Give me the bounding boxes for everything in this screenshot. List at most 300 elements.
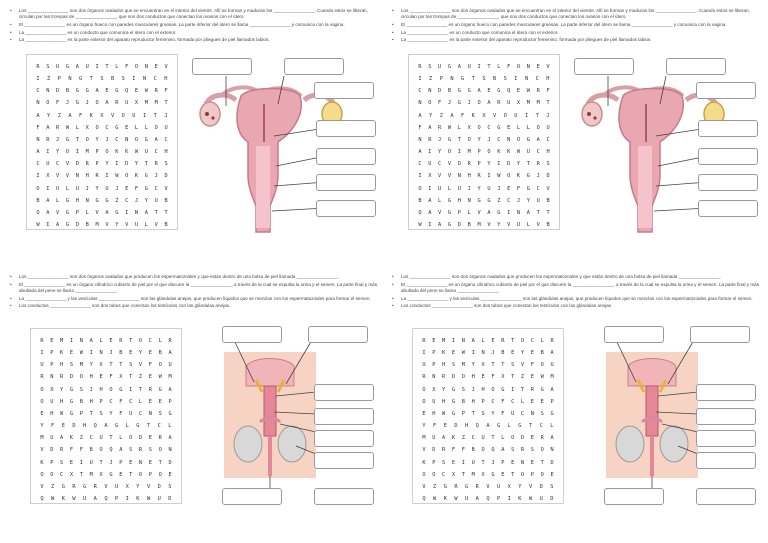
word-search-letter[interactable]: S — [121, 75, 125, 82]
word-search-letter[interactable]: X — [481, 471, 485, 478]
word-search-letter[interactable]: I — [428, 149, 432, 156]
word-search-letter[interactable]: L — [507, 423, 511, 430]
word-search-letter[interactable]: A — [457, 63, 461, 70]
word-search-letter[interactable]: P — [432, 349, 436, 356]
word-search-letter[interactable]: X — [85, 124, 89, 131]
word-search-letter[interactable]: S — [164, 161, 168, 168]
word-search-letter[interactable]: W — [79, 349, 83, 356]
label-box[interactable] — [316, 120, 376, 137]
word-search-letter[interactable]: G — [447, 197, 452, 204]
word-search-letter[interactable]: R — [442, 374, 446, 381]
word-search-letter[interactable]: H — [465, 423, 469, 430]
word-search-letter[interactable]: D — [539, 484, 543, 490]
word-search-letter[interactable]: I — [105, 173, 109, 180]
word-search-letter[interactable]: L — [481, 337, 485, 344]
word-search-letter[interactable]: P — [501, 459, 505, 466]
word-search-letter[interactable]: V — [422, 484, 426, 490]
word-search-letter[interactable]: H — [481, 386, 485, 393]
word-search-letter[interactable]: V — [422, 447, 426, 454]
word-search-grid[interactable] — [408, 54, 560, 230]
word-search-letter[interactable]: I — [46, 185, 50, 192]
word-search-letter[interactable]: R — [520, 447, 525, 454]
word-search-letter[interactable]: S — [482, 75, 486, 82]
word-search-letter[interactable]: B — [492, 75, 497, 82]
word-search-letter[interactable]: B — [119, 349, 123, 356]
word-search-letter[interactable]: D — [438, 88, 442, 95]
word-search-letter[interactable]: Y — [115, 222, 119, 229]
word-search-letter[interactable]: P — [95, 161, 99, 168]
word-search-letter[interactable]: T — [146, 423, 151, 430]
word-search-letter[interactable]: B — [546, 197, 550, 204]
word-search-letter[interactable]: E — [530, 435, 534, 442]
word-search-letter[interactable]: G — [451, 386, 456, 393]
word-search-letter[interactable]: T — [164, 100, 168, 107]
word-search-letter[interactable]: J — [115, 185, 119, 192]
word-search-letter[interactable]: K — [451, 435, 456, 442]
word-search-letter[interactable]: P — [50, 362, 54, 369]
word-search-letter[interactable]: U — [157, 496, 161, 503]
word-search-letter[interactable]: O — [158, 471, 162, 478]
word-search-letter[interactable]: T — [461, 471, 465, 478]
word-search-letter[interactable]: C — [138, 410, 143, 417]
word-search-letter[interactable]: W — [433, 496, 437, 503]
label-box[interactable] — [698, 174, 758, 191]
word-search-letter[interactable]: R — [56, 124, 60, 131]
word-search-letter[interactable]: O — [129, 435, 133, 442]
word-search-letter[interactable]: F — [79, 112, 83, 119]
word-search-letter[interactable]: E — [129, 349, 133, 356]
word-search-letter[interactable]: F — [69, 447, 74, 454]
word-search-letter[interactable]: E — [134, 88, 139, 95]
word-search-letter[interactable]: Y — [442, 386, 446, 393]
word-search-letter[interactable]: Q — [418, 210, 422, 216]
word-search-letter[interactable]: W — [418, 222, 422, 229]
word-search-letter[interactable]: H — [546, 75, 550, 82]
word-search-letter[interactable]: L — [467, 210, 471, 216]
word-search-letter[interactable]: E — [491, 337, 495, 344]
word-search-letter[interactable]: T — [457, 136, 461, 143]
word-search-letter[interactable]: I — [95, 63, 99, 70]
label-box[interactable] — [314, 384, 374, 401]
word-search-letter[interactable]: T — [535, 112, 539, 119]
word-search-letter[interactable]: R — [530, 386, 534, 393]
word-search-letter[interactable]: B — [65, 88, 70, 95]
word-search-letter[interactable]: E — [158, 398, 162, 405]
word-search-letter[interactable]: O — [121, 112, 125, 119]
label-box[interactable] — [314, 430, 374, 447]
word-search-letter[interactable]: V — [164, 185, 168, 192]
word-search-letter[interactable]: H — [50, 410, 54, 417]
word-search-letter[interactable]: R — [46, 136, 50, 143]
word-search-letter[interactable]: N — [50, 374, 54, 381]
word-search-letter[interactable]: A — [95, 88, 99, 95]
word-search-letter[interactable]: T — [89, 410, 93, 417]
label-box[interactable] — [666, 58, 726, 75]
word-search-letter[interactable]: Q — [475, 423, 479, 430]
word-search-letter[interactable]: O — [536, 124, 540, 131]
word-search-letter[interactable]: T — [546, 210, 550, 216]
word-search-letter[interactable]: C — [115, 136, 119, 143]
word-search-letter[interactable]: G — [447, 63, 452, 70]
word-search-letter[interactable]: M — [536, 100, 540, 107]
word-search-letter[interactable]: K — [61, 496, 65, 503]
word-search-letter[interactable]: E — [422, 410, 426, 417]
word-search-letter[interactable]: J — [438, 136, 442, 143]
word-search-letter[interactable]: K — [89, 112, 93, 119]
word-search-letter[interactable]: V — [528, 484, 533, 490]
label-box[interactable] — [696, 384, 756, 401]
word-search-letter[interactable]: D — [451, 374, 456, 381]
word-search-letter[interactable]: I — [428, 185, 432, 192]
word-search-letter[interactable]: G — [540, 386, 544, 393]
word-search-letter[interactable]: R — [536, 88, 540, 95]
word-search-letter[interactable]: U — [114, 484, 119, 490]
word-search-letter[interactable]: O — [65, 149, 70, 156]
word-search-letter[interactable]: E — [432, 337, 436, 344]
word-search-letter[interactable]: U — [164, 124, 168, 131]
word-search-letter[interactable]: G — [95, 197, 99, 204]
word-search-letter[interactable]: M — [85, 149, 89, 156]
word-search-letter[interactable]: M — [461, 362, 465, 369]
word-search-letter[interactable]: J — [89, 386, 93, 393]
word-search-letter[interactable]: C — [535, 75, 539, 82]
word-search-letter[interactable]: C — [36, 88, 40, 95]
word-search-letter[interactable]: O — [138, 337, 143, 344]
word-search-letter[interactable]: A — [154, 136, 158, 143]
label-box[interactable] — [314, 82, 374, 99]
word-search-letter[interactable]: M — [154, 100, 158, 107]
word-search-letter[interactable]: Y — [105, 161, 109, 168]
word-search-letter[interactable]: O — [491, 386, 495, 393]
word-search-letter[interactable]: B — [85, 222, 89, 229]
word-search-letter[interactable]: G — [477, 197, 481, 204]
word-search-letter[interactable]: Z — [51, 484, 55, 490]
word-search-letter[interactable]: A — [450, 112, 454, 119]
word-search-letter[interactable]: C — [60, 471, 64, 478]
word-search-letter[interactable]: A — [418, 149, 422, 156]
word-search-letter[interactable]: F — [461, 112, 465, 119]
word-search-letter[interactable]: T — [491, 435, 495, 442]
word-search-letter[interactable]: M — [471, 471, 475, 478]
word-search-letter[interactable]: M — [60, 337, 64, 344]
word-search-letter[interactable]: O — [516, 136, 521, 143]
word-search-letter[interactable]: I — [125, 496, 129, 503]
word-search-letter[interactable]: G — [65, 197, 70, 204]
word-search-letter[interactable]: O — [40, 471, 44, 478]
word-search-letter[interactable]: R — [477, 173, 481, 180]
word-search-letter[interactable]: P — [496, 496, 501, 503]
word-search-letter[interactable]: F — [451, 447, 456, 454]
word-search-letter[interactable]: F — [501, 410, 505, 417]
word-search-letter[interactable]: W — [528, 496, 533, 503]
word-search-letter[interactable]: A — [526, 210, 530, 216]
word-search-letter[interactable]: M — [467, 149, 471, 156]
word-search-letter[interactable]: U — [89, 459, 93, 466]
word-search-letter[interactable]: L — [438, 197, 442, 204]
word-search-letter[interactable]: G — [526, 136, 530, 143]
word-search-letter[interactable]: U — [46, 161, 50, 168]
word-search-letter[interactable]: Z — [138, 374, 143, 381]
word-search-letter[interactable]: V — [65, 161, 70, 168]
word-search-letter[interactable]: O — [481, 447, 485, 454]
word-search-letter[interactable]: K — [115, 149, 119, 156]
word-search-letter[interactable]: V — [110, 112, 115, 119]
word-search-letter[interactable]: G — [69, 398, 74, 405]
word-search-letter[interactable]: R — [115, 100, 119, 107]
word-search-letter[interactable]: M — [442, 337, 446, 344]
word-search-letter[interactable]: P — [119, 459, 123, 466]
word-search-letter[interactable]: M — [40, 435, 44, 442]
label-box[interactable] — [698, 120, 758, 137]
word-search-letter[interactable]: M — [89, 471, 93, 478]
word-search-letter[interactable]: X — [451, 471, 456, 478]
word-search-letter[interactable]: A — [36, 149, 40, 156]
word-search-letter[interactable]: O — [46, 100, 50, 107]
word-search-letter[interactable]: E — [148, 349, 152, 356]
word-search-letter[interactable]: R — [442, 447, 446, 454]
word-search-letter[interactable]: R — [536, 161, 540, 168]
word-search-letter[interactable]: E — [530, 374, 534, 381]
word-search-letter[interactable]: C — [418, 88, 422, 95]
word-search-letter[interactable]: Z — [57, 112, 61, 119]
word-search-letter[interactable]: C — [471, 435, 475, 442]
label-box[interactable] — [284, 58, 344, 75]
word-search-letter[interactable]: E — [109, 337, 113, 344]
word-search-letter[interactable]: C — [546, 136, 550, 143]
word-search-letter[interactable]: F — [461, 447, 465, 454]
word-search-letter[interactable]: L — [516, 124, 521, 131]
word-search-letter[interactable]: U — [550, 362, 554, 369]
word-search-letter[interactable]: M — [477, 222, 481, 229]
word-search-letter[interactable]: I — [75, 149, 79, 156]
word-search-letter[interactable]: H — [467, 173, 471, 180]
word-search-letter[interactable]: Y — [134, 161, 139, 168]
word-search-letter[interactable]: S — [540, 410, 544, 417]
word-search-letter[interactable]: L — [85, 210, 89, 216]
word-search-letter[interactable]: A — [89, 337, 93, 344]
word-search-letter[interactable]: P — [50, 459, 54, 466]
word-search-letter[interactable]: G — [457, 88, 461, 95]
word-search-letter[interactable]: O — [158, 362, 162, 369]
word-search-letter[interactable]: P — [99, 398, 103, 405]
word-search-letter[interactable]: R — [501, 337, 505, 344]
word-search-letter[interactable]: J — [471, 386, 475, 393]
word-search-letter[interactable]: E — [148, 398, 152, 405]
word-search-letter[interactable]: I — [497, 161, 501, 168]
word-search-letter[interactable]: O — [418, 185, 422, 192]
word-search-letter[interactable]: G — [467, 88, 471, 95]
word-search-letter[interactable]: V — [447, 161, 452, 168]
word-search-letter[interactable]: A — [36, 112, 40, 119]
word-search-letter[interactable]: U — [471, 459, 475, 466]
word-search-letter[interactable]: N — [526, 63, 530, 70]
word-search-letter[interactable]: W — [60, 410, 64, 417]
word-search-letter[interactable]: O — [50, 471, 54, 478]
word-search-letter[interactable]: O — [467, 136, 471, 143]
word-search-letter[interactable]: E — [99, 374, 103, 381]
word-search-letter[interactable]: L — [144, 124, 148, 131]
word-search-letter[interactable]: F — [134, 185, 139, 192]
word-search-letter[interactable]: P — [50, 349, 54, 356]
word-search-letter[interactable]: G — [457, 100, 461, 107]
word-search-letter[interactable]: F — [125, 63, 129, 70]
word-search-letter[interactable]: J — [85, 185, 89, 192]
word-search-letter[interactable]: R — [467, 161, 471, 168]
word-search-letter[interactable]: B — [471, 447, 475, 454]
word-search-letter[interactable]: S — [461, 386, 465, 393]
word-search-letter[interactable]: B — [164, 222, 168, 229]
word-search-letter[interactable]: C — [487, 124, 491, 131]
word-search-letter[interactable]: V — [477, 210, 481, 216]
word-search-letter[interactable]: X — [481, 362, 485, 369]
word-search-letter[interactable]: N — [142, 75, 147, 82]
word-search-letter[interactable]: X — [100, 112, 104, 119]
word-search-letter[interactable]: T — [129, 471, 133, 478]
word-search-letter[interactable]: U — [85, 63, 89, 70]
word-search-letter[interactable]: G — [550, 410, 554, 417]
word-search-letter[interactable]: O — [540, 447, 544, 454]
word-search-letter[interactable]: O — [503, 112, 507, 119]
word-search-letter[interactable]: O — [477, 124, 481, 131]
word-search-letter[interactable]: N — [46, 88, 50, 95]
word-search-letter[interactable]: N — [530, 410, 534, 417]
word-search-letter[interactable]: L — [125, 423, 129, 430]
word-search-letter[interactable]: O — [422, 386, 426, 393]
word-search-letter[interactable]: V — [65, 173, 70, 180]
label-box[interactable] — [696, 488, 756, 505]
word-search-letter[interactable]: U — [467, 63, 471, 70]
word-search-letter[interactable]: X — [50, 386, 54, 393]
word-search-letter[interactable]: W — [540, 374, 544, 381]
word-search-letter[interactable]: G — [447, 222, 452, 229]
word-search-letter[interactable]: T — [99, 459, 103, 466]
word-search-letter[interactable]: S — [79, 386, 83, 393]
word-search-letter[interactable]: E — [511, 349, 515, 356]
word-search-letter[interactable]: N — [450, 75, 454, 82]
word-search-letter[interactable]: E — [129, 459, 133, 466]
word-search-letter[interactable]: S — [168, 484, 172, 490]
word-search-letter[interactable]: S — [158, 410, 162, 417]
word-search-letter[interactable]: X — [507, 484, 511, 490]
word-search-letter[interactable]: O — [520, 337, 525, 344]
word-search-letter[interactable]: E — [168, 471, 172, 478]
word-search-letter[interactable]: D — [507, 161, 511, 168]
word-search-letter[interactable]: V — [104, 484, 108, 490]
word-search-letter[interactable]: M — [144, 100, 148, 107]
word-search-letter[interactable]: V — [40, 447, 44, 454]
word-search-letter[interactable]: P — [79, 410, 83, 417]
word-search-letter[interactable]: Y — [497, 222, 501, 229]
word-search-letter[interactable]: A — [477, 88, 481, 95]
word-search-letter[interactable]: N — [138, 459, 143, 466]
word-search-letter[interactable]: T — [138, 386, 143, 393]
word-search-letter[interactable]: Y — [438, 149, 442, 156]
word-search-letter[interactable]: Y — [471, 362, 475, 369]
word-search-letter[interactable]: C — [164, 136, 168, 143]
word-search-letter[interactable]: Y — [518, 484, 522, 490]
word-search-letter[interactable]: L — [526, 222, 530, 229]
word-search-letter[interactable]: L — [550, 423, 554, 430]
word-search-letter[interactable]: J — [546, 112, 550, 119]
word-search-letter[interactable]: R — [475, 484, 479, 490]
word-search-letter[interactable]: F — [433, 423, 437, 430]
word-search-letter[interactable]: U — [154, 197, 158, 204]
word-search-letter[interactable]: G — [447, 210, 452, 216]
word-search-letter[interactable]: I — [461, 459, 465, 466]
word-search-letter[interactable]: H — [83, 423, 87, 430]
word-search-letter[interactable]: T — [154, 210, 158, 216]
word-search-letter[interactable]: D — [520, 435, 525, 442]
word-search-letter[interactable]: F — [516, 185, 521, 192]
word-search-letter[interactable]: S — [503, 75, 507, 82]
word-search-letter[interactable]: P — [57, 75, 61, 82]
word-search-letter[interactable]: T — [109, 362, 113, 369]
word-search-letter[interactable]: K — [136, 496, 140, 503]
word-search-letter[interactable]: S — [451, 362, 456, 369]
word-search-letter[interactable]: V — [154, 222, 158, 229]
word-search-letter[interactable]: C — [511, 398, 515, 405]
word-search-letter[interactable]: O — [138, 471, 143, 478]
label-box[interactable] — [698, 200, 758, 217]
word-search-letter[interactable]: F — [530, 362, 534, 369]
word-search-letter[interactable]: V — [520, 362, 525, 369]
word-search-letter[interactable]: V — [56, 210, 60, 216]
word-search-letter[interactable]: I — [451, 337, 456, 344]
word-search-letter[interactable]: E — [148, 435, 152, 442]
word-search-letter[interactable]: G — [83, 484, 87, 490]
label-box[interactable] — [696, 452, 756, 469]
word-search-letter[interactable]: Q — [422, 496, 426, 503]
word-search-letter[interactable]: O — [134, 136, 139, 143]
word-search-letter[interactable]: T — [119, 362, 123, 369]
word-search-letter[interactable]: Z — [429, 75, 433, 82]
word-search-letter[interactable]: N — [134, 210, 139, 216]
word-search-letter[interactable]: O — [40, 398, 44, 405]
word-search-letter[interactable]: E — [507, 185, 511, 192]
word-search-letter[interactable]: H — [89, 374, 93, 381]
label-box[interactable] — [690, 326, 750, 343]
word-search-letter[interactable]: X — [467, 124, 471, 131]
word-search-letter[interactable]: G — [168, 410, 172, 417]
word-search-letter[interactable]: E — [550, 471, 554, 478]
word-search-letter[interactable]: K — [443, 496, 447, 503]
word-search-letter[interactable]: Y — [40, 423, 44, 430]
word-search-letter[interactable]: W — [158, 374, 162, 381]
word-search-letter[interactable]: R — [422, 337, 426, 344]
word-search-letter[interactable]: O — [540, 471, 544, 478]
word-search-letter[interactable]: B — [164, 197, 168, 204]
word-search-letter[interactable]: C — [125, 197, 129, 204]
word-search-letter[interactable]: W — [454, 496, 458, 503]
word-search-letter[interactable]: N — [79, 337, 83, 344]
word-search-letter[interactable]: R — [497, 100, 501, 107]
word-search-letter[interactable]: T — [511, 471, 515, 478]
word-search-letter[interactable]: Z — [497, 197, 501, 204]
word-search-letter[interactable]: R — [148, 386, 152, 393]
word-search-letter[interactable]: S — [428, 63, 432, 70]
word-search-letter[interactable]: K — [422, 459, 426, 466]
word-search-letter[interactable]: T — [471, 75, 475, 82]
word-search-letter[interactable]: A — [501, 447, 505, 454]
word-search-letter[interactable]: H — [457, 197, 461, 204]
word-search-letter[interactable]: I — [40, 349, 44, 356]
word-search-letter[interactable]: T — [528, 423, 533, 430]
word-search-letter[interactable]: L — [520, 398, 525, 405]
word-search-letter[interactable]: S — [129, 362, 133, 369]
word-search-letter[interactable]: G — [501, 386, 505, 393]
word-search-letter[interactable]: H — [442, 398, 446, 405]
word-search-letter[interactable]: D — [550, 459, 554, 466]
